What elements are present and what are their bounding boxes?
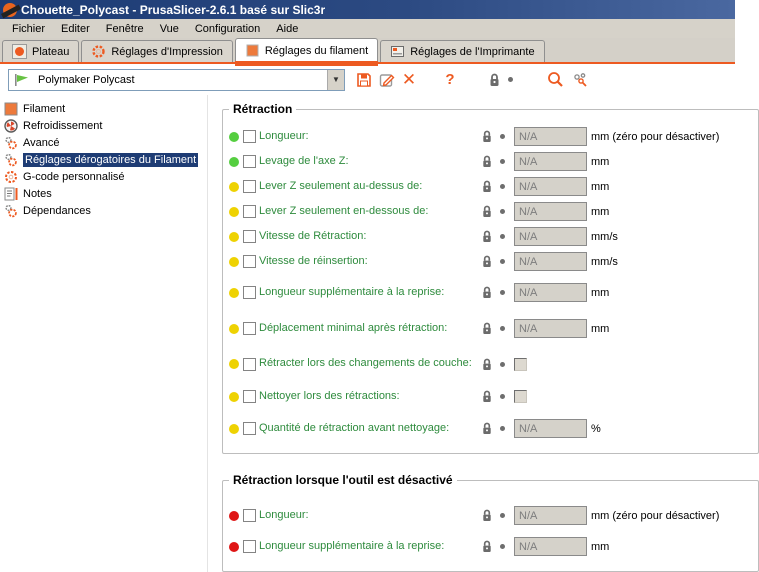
- title-bar: [0, 0, 735, 19]
- setting-row-retracter-changements-couche: [229, 348, 758, 380]
- sidebar-item-label: G-code personnalisé: [23, 170, 125, 183]
- value-input[interactable]: [514, 506, 587, 525]
- custom-gcode-gear-icon: [4, 170, 18, 184]
- revert-dot-icon: [500, 209, 505, 214]
- setting-row-vitesse-retraction: [229, 224, 758, 249]
- settings-panel: [208, 95, 735, 572]
- setting-label: Longueur supplémentaire à la reprise:: [259, 285, 445, 298]
- setting-label: Déplacement minimal après rétraction:: [259, 321, 448, 334]
- value-input[interactable]: [514, 252, 587, 271]
- delete-preset-button[interactable]: ✕: [401, 70, 417, 89]
- setting-label: Nettoyer lors des rétractions:: [259, 389, 400, 402]
- revert-dot-icon: [500, 184, 505, 189]
- value-input[interactable]: [514, 537, 587, 556]
- tab-plateau[interactable]: [2, 40, 79, 62]
- setting-row-vitesse-reinsertion: [229, 249, 758, 274]
- revert-dot-icon: [500, 159, 505, 164]
- revert-dot-icon: [500, 234, 505, 239]
- value-input[interactable]: [514, 177, 587, 196]
- sidebar-item-refroidissement[interactable]: [0, 117, 207, 134]
- lock-icon[interactable]: [481, 205, 493, 218]
- group-title: Rétraction lorsque l'outil est désactivé: [229, 473, 457, 487]
- tab-reglages-imprimante[interactable]: [380, 40, 544, 62]
- value-input[interactable]: [514, 227, 587, 246]
- value-input[interactable]: [514, 319, 587, 338]
- status-bullet-icon: [229, 257, 239, 267]
- lock-preset-toggle[interactable]: [484, 70, 504, 90]
- help-button[interactable]: ?: [445, 71, 455, 88]
- status-bullet-icon: [229, 542, 239, 552]
- save-preset-button[interactable]: [354, 70, 374, 90]
- lock-icon[interactable]: [481, 255, 493, 268]
- rename-preset-button[interactable]: [377, 70, 397, 90]
- setting-row-lever-z-en-dessous: [229, 199, 758, 224]
- menu-aide[interactable]: Aide: [276, 22, 299, 35]
- menu-fenetre[interactable]: Fenêtre: [105, 22, 144, 35]
- menu-vue[interactable]: Vue: [159, 22, 179, 35]
- menu-bar: [0, 19, 735, 38]
- sidebar-item-reglages-derogatoires[interactable]: [0, 151, 207, 168]
- setting-row-nettoyer-retractions: [229, 384, 758, 409]
- lock-icon[interactable]: [481, 422, 493, 435]
- settings-tab-bar: [0, 38, 735, 64]
- sidebar-item-label: Filament: [23, 102, 66, 115]
- lock-icon[interactable]: [481, 540, 493, 553]
- lock-icon[interactable]: [481, 130, 493, 143]
- value-input[interactable]: [514, 419, 587, 438]
- sidebar-item-label: Refroidissement: [23, 119, 103, 132]
- sidebar-item-notes[interactable]: [0, 185, 207, 202]
- setting-label: Quantité de rétraction avant nettoyage:: [259, 421, 450, 434]
- window-title: Chouette_Polycast - PrusaSlicer-2.6.1 basé sur Slic3r: [21, 2, 326, 17]
- page-sidebar: [0, 95, 208, 572]
- unit-label: %: [591, 422, 601, 435]
- setting-row-quantite-retraction: [229, 416, 758, 441]
- value-checkbox-disabled: [514, 390, 527, 403]
- setting-row-longueur: [229, 124, 758, 149]
- override-checkbox[interactable]: [243, 130, 256, 143]
- tab-label: Plateau: [32, 45, 70, 58]
- value-input[interactable]: [514, 152, 587, 171]
- sidebar-item-dependances[interactable]: [0, 202, 207, 219]
- setting-label: Longueur supplémentaire à la reprise:: [259, 539, 445, 552]
- value-input[interactable]: [514, 283, 587, 302]
- lock-icon[interactable]: [481, 358, 493, 371]
- unit-label: mm: [591, 322, 610, 335]
- lock-icon[interactable]: [481, 230, 493, 243]
- revert-dot-icon: [500, 134, 505, 139]
- revert-dot-icon: [500, 513, 505, 518]
- tab-label: Réglages du filament: [264, 44, 369, 57]
- revert-dot-icon: [500, 394, 505, 399]
- override-checkbox[interactable]: [243, 155, 256, 168]
- lock-icon[interactable]: [481, 155, 493, 168]
- printer-settings-icon: [390, 44, 405, 59]
- status-bullet-icon: [229, 511, 239, 521]
- setting-row-longueur-outil: [229, 503, 758, 528]
- unit-label: mm: [591, 286, 610, 299]
- lock-icon[interactable]: [481, 180, 493, 193]
- sidebar-item-filament[interactable]: [0, 100, 207, 117]
- setting-label: Vitesse de Rétraction:: [259, 229, 367, 242]
- status-bullet-icon: [229, 157, 239, 167]
- sidebar-item-label: Dépendances: [23, 204, 91, 217]
- override-checkbox[interactable]: [243, 390, 256, 403]
- status-bullet-icon: [229, 132, 239, 142]
- setting-label: Rétracter lors des changements de couche:: [259, 357, 472, 370]
- tab-reglages-filament[interactable]: [235, 38, 378, 62]
- status-bullet-icon: [229, 207, 239, 217]
- lock-state-dot-icon: [508, 77, 513, 82]
- tab-reglages-impression[interactable]: [81, 40, 233, 62]
- compare-presets-icon: [572, 71, 589, 88]
- sidebar-item-avance[interactable]: [0, 134, 207, 151]
- override-checkbox[interactable]: [243, 540, 256, 553]
- gears-icon: [4, 136, 18, 150]
- group-title: Rétraction: [229, 102, 296, 116]
- menu-fichier[interactable]: Fichier: [12, 22, 46, 35]
- filament-flag-icon: [14, 73, 30, 87]
- sidebar-item-label: Réglages dérogatoires du Filament: [25, 153, 197, 166]
- notes-icon: [4, 187, 18, 201]
- tab-label: Réglages de l'Imprimante: [410, 45, 535, 58]
- print-settings-gear-icon: [91, 44, 106, 59]
- menu-configuration[interactable]: Configuration: [194, 22, 261, 35]
- group-retraction: [222, 102, 759, 454]
- unit-label: mm (zéro pour désactiver): [591, 130, 720, 143]
- combobox-dropdown-arrow[interactable]: ▼: [327, 70, 344, 90]
- unit-label: mm: [591, 180, 610, 193]
- compare-presets-button[interactable]: [570, 70, 590, 90]
- filament-icon: [4, 102, 18, 116]
- status-bullet-icon: [229, 392, 239, 402]
- status-bullet-icon: [229, 359, 239, 369]
- revert-dot-icon: [500, 259, 505, 264]
- tab-label: Réglages d'Impression: [111, 45, 223, 58]
- lock-icon[interactable]: [481, 286, 493, 299]
- lock-icon[interactable]: [481, 322, 493, 335]
- sidebar-item-label: Avancé: [23, 136, 60, 149]
- gears-icon: [4, 153, 18, 167]
- search-icon: [547, 71, 564, 88]
- override-checkbox[interactable]: [243, 255, 256, 268]
- override-checkbox[interactable]: [243, 205, 256, 218]
- unit-label: mm (zéro pour désactiver): [591, 509, 720, 522]
- status-bullet-icon: [229, 182, 239, 192]
- group-retraction-outil-desactive: [222, 473, 759, 572]
- filament-settings-icon: [245, 43, 260, 58]
- lock-icon[interactable]: [481, 390, 493, 403]
- setting-label: Levage de l'axe Z:: [259, 154, 349, 167]
- unit-label: mm/s: [591, 230, 618, 243]
- override-checkbox[interactable]: [243, 509, 256, 522]
- status-bullet-icon: [229, 424, 239, 434]
- preset-combobox[interactable]: [8, 69, 345, 91]
- preset-toolbar: [0, 64, 735, 95]
- setting-label: Longueur:: [259, 129, 309, 142]
- sidebar-item-gcode-personnalise[interactable]: [0, 168, 207, 185]
- menu-editer[interactable]: Editer: [61, 22, 90, 35]
- setting-row-longueur-supplementaire: [229, 280, 758, 305]
- status-bullet-icon: [229, 288, 239, 298]
- unit-label: mm: [591, 540, 610, 553]
- revert-dot-icon: [500, 290, 505, 295]
- revert-dot-icon: [500, 544, 505, 549]
- setting-row-deplacement-minimal: [229, 316, 758, 341]
- setting-label: Lever Z seulement au-dessus de:: [259, 179, 423, 192]
- content-area: [0, 95, 735, 572]
- revert-dot-icon: [500, 362, 505, 367]
- gears-icon: [4, 204, 18, 218]
- value-checkbox-disabled: [514, 358, 527, 371]
- unit-label: mm: [591, 155, 610, 168]
- override-checkbox[interactable]: [243, 180, 256, 193]
- lock-icon: [488, 73, 501, 87]
- search-button[interactable]: [545, 70, 565, 90]
- revert-dot-icon: [500, 326, 505, 331]
- status-bullet-icon: [229, 324, 239, 334]
- setting-row-levage-z: [229, 149, 758, 174]
- value-input[interactable]: [514, 202, 587, 221]
- floppy-save-icon: [356, 72, 372, 88]
- revert-dot-icon: [500, 426, 505, 431]
- override-checkbox[interactable]: [243, 322, 256, 335]
- plater-icon: [12, 44, 27, 59]
- preset-name: Polymaker Polycast: [38, 73, 135, 86]
- prusaslicer-logo-icon: [3, 3, 17, 17]
- setting-row-longueur-supplementaire-outil: [229, 534, 758, 559]
- unit-label: mm/s: [591, 255, 618, 268]
- value-input[interactable]: [514, 127, 587, 146]
- cooling-fan-icon: [4, 119, 18, 133]
- setting-row-lever-z-au-dessus: [229, 174, 758, 199]
- setting-label: Lever Z seulement en-dessous de:: [259, 204, 429, 217]
- unit-label: mm: [591, 205, 610, 218]
- sidebar-item-label: Notes: [23, 187, 52, 200]
- edit-pencil-icon: [379, 72, 395, 88]
- lock-icon[interactable]: [481, 509, 493, 522]
- setting-label: Vitesse de réinsertion:: [259, 254, 368, 267]
- status-bullet-icon: [229, 232, 239, 242]
- override-checkbox[interactable]: [243, 358, 256, 371]
- setting-label: Longueur:: [259, 508, 309, 521]
- override-checkbox[interactable]: [243, 422, 256, 435]
- override-checkbox[interactable]: [243, 286, 256, 299]
- override-checkbox[interactable]: [243, 230, 256, 243]
